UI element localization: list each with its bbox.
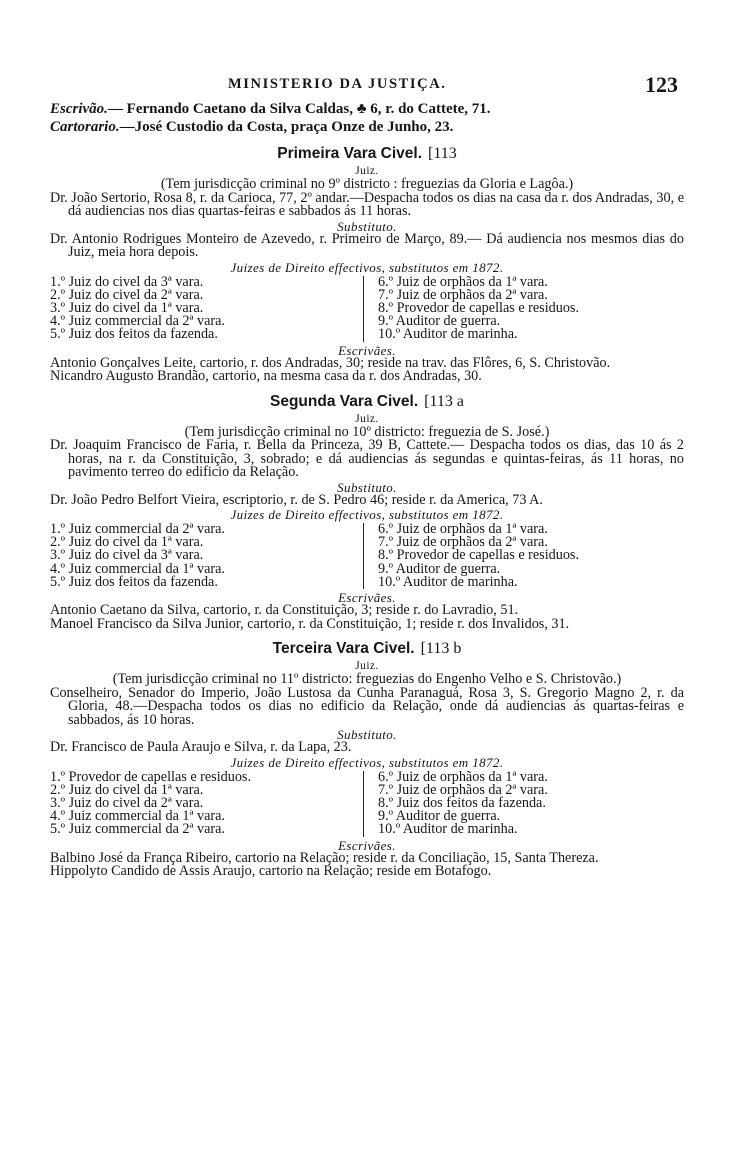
- list-item: 4.º Juiz commercial da 2ª vara.: [50, 313, 225, 330]
- escrivao-entry: Manoel Francisco da Silva Junior, cartorio, r. da Constituição, 1; reside r. dos Invalidos, 31.: [50, 615, 570, 632]
- juizes-left-column: [50, 523, 363, 589]
- escrivaes-label: Escrivães.: [338, 590, 396, 606]
- list-item: 6.º Juiz de orphãos da 1ª vara.: [378, 768, 548, 785]
- section-title-text: Terceira Vara Civel.: [272, 640, 415, 658]
- list-item: 5.º Juiz commercial da 2ª vara.: [50, 821, 225, 838]
- list-item: 4.º Juiz commercial da 1ª vara.: [50, 560, 225, 577]
- cartorario-label: Cartorario.: [50, 119, 120, 135]
- juizes-columns: [50, 523, 684, 589]
- section-title: [50, 392, 684, 412]
- judge-paragraph: Dr. João Sertorio, Rosa 8, r. da Carioca, 77, 2º andar.—Despacha todos os dias na casa da r. dos Andradas, 30, e dá audiencias nos dias quartas-feiras e sabbados ás 11 horas.: [50, 189, 684, 219]
- escrivao-line: [50, 100, 684, 118]
- list-item: 9.º Auditor de guerra.: [378, 560, 501, 577]
- list-item: 8.º Provedor de capellas e residuos.: [378, 299, 579, 316]
- juiz-label: Juiz.: [355, 660, 379, 673]
- section-title-text: Segunda Vara Civel.: [269, 392, 419, 410]
- substituto-label: Substituto.: [337, 218, 397, 234]
- section-mark: [113 a: [424, 392, 465, 410]
- page-number: 123: [645, 72, 678, 97]
- list-item: 1.º Juiz commercial da 2ª vara.: [50, 521, 225, 538]
- page-content: [50, 100, 684, 879]
- substituto-label: Substituto.: [337, 727, 397, 743]
- jurisdiction-text: (Tem jurisdicção criminal no 10º districto: freguezia de S. José.): [184, 423, 550, 440]
- substituto-paragraph: Dr. Francisco de Paula Araujo e Silva, r. da Lapa, 23.: [50, 739, 352, 756]
- list-item: 9.º Auditor de guerra.: [378, 808, 501, 825]
- substituto-paragraph: Dr. Antonio Rodrigues Monteiro de Azevedo, r. Primeiro de Março, 89.— Dá audiencia nos mesmos dias do Juiz, meia hora depois.: [50, 230, 684, 260]
- list-item: 7.º Juiz de orphãos da 2ª vara.: [378, 534, 548, 551]
- cartorario-line: [50, 118, 684, 136]
- list-item: 8.º Juiz dos feitos da fazenda.: [378, 794, 546, 811]
- list-item: 1.º Juiz do civel da 3ª vara.: [50, 273, 204, 290]
- list-item: 3.º Juiz do civel da 1ª vara.: [50, 299, 204, 316]
- list-item: 8.º Provedor de capellas e residuos.: [378, 547, 579, 564]
- list-item: 4.º Juiz commercial da 1ª vara.: [50, 808, 225, 825]
- list-item: 5.º Juiz dos feitos da fazenda.: [50, 326, 218, 343]
- judge-paragraph: Dr. Joaquim Francisco de Faria, r. Bella da Princeza, 39 B, Cattete.— Despacha todos os dias, das 10 ás 2 horas, na r. da Constituição, 3, sobrado; e dá audiencias ás segundas e quintas-feiras, ás 11 horas, no pavimento terreo do edificio da Relação.: [50, 437, 684, 481]
- list-item: 6.º Juiz de orphãos da 1ª vara.: [378, 273, 548, 290]
- escrivao-entry: Antonio Caetano da Silva, cartorio, r. da Constituição, 3; reside r. do Lavradio, 51.: [50, 602, 519, 619]
- escrivao-entry: Balbino José da França Ribeiro, cartorio na Relação; reside r. da Conciliação, 15, Santa Thereza.: [50, 849, 599, 866]
- list-item: 7.º Juiz de orphãos da 2ª vara.: [378, 286, 548, 303]
- juizes-left-column: [50, 768, 363, 838]
- escrivao-label: Escrivão.: [50, 101, 108, 117]
- section-mark: [113: [428, 145, 457, 162]
- section-title: [50, 144, 684, 164]
- escrivaes-label: Escrivães.: [338, 837, 396, 853]
- escrivao-text: — Fernando Caetano da Silva Caldas, ♣ 6, r. do Cattete, 71.: [107, 101, 491, 117]
- list-item: 7.º Juiz de orphãos da 2ª vara.: [378, 781, 548, 798]
- escrivao-entry: Antonio Gonçalves Leite, cartorio, r. dos Andradas, 30; reside na trav. das Flôres, 6, S. Christovão.: [50, 354, 611, 371]
- list-item: 2.º Juiz do civel da 1ª vara.: [50, 781, 204, 798]
- juizes-label: Juizes de Direito effectivos, substitutos em 1872.: [230, 754, 504, 770]
- section-primeira-vara: [50, 144, 684, 384]
- list-item: 1.º Provedor de capellas e residuos.: [50, 768, 251, 785]
- jurisdiction-text: (Tem jurisdicção criminal no 11º districto: freguezias do Engenho Velho e S. Christovão.): [112, 671, 622, 688]
- section-mark: [113 b: [420, 640, 462, 658]
- escrivao-entry: Hippolyto Candido de Assis Araujo, cartorio na Relação; reside em Botafogo.: [50, 863, 492, 880]
- jurisdiction-text: (Tem jurisdicção criminal no 9º districto : freguezias da Gloria e Lagôa.): [160, 176, 574, 192]
- judge-paragraph: Conselheiro, Senador do Imperio, João Lustosa da Cunha Paranaguá, Rosa 3, S. Gregorio Magno 2, r. da Gloria, 48.—Despacha todos os dias no edificio da Relação, onde dá audiencias ás quartas-feiras e sabbados, ás 10 horas.: [50, 684, 684, 728]
- substituto-paragraph: Dr. João Pedro Belfort Vieira, escriptorio, r. de S. Pedro 46; reside r. da America, 73 A.: [50, 491, 543, 508]
- running-title: MINISTERIO DA JUSTIÇA.: [228, 76, 447, 92]
- escrivaes-label: Escrivães.: [338, 342, 396, 358]
- juizes-label: Juizes de Direito effectivos, substitutos em 1872.: [230, 507, 504, 523]
- juiz-label: Juiz.: [355, 165, 379, 177]
- juizes-right-column: [363, 523, 684, 589]
- list-item: 3.º Juiz do civel da 3ª vara.: [50, 547, 204, 564]
- juizes-columns: [50, 273, 684, 343]
- page-header: [0, 72, 736, 102]
- list-item: 10.º Auditor de marinha.: [378, 573, 518, 590]
- juizes-left-column: [50, 273, 363, 343]
- list-item: 5.º Juiz dos feitos da fazenda.: [50, 573, 218, 590]
- list-item: 6.º Juiz de orphãos da 1ª vara.: [378, 521, 548, 538]
- juizes-columns: [50, 768, 684, 838]
- list-item: 9.º Auditor de guerra.: [378, 313, 501, 330]
- juizes-right-column: [363, 768, 684, 838]
- substituto-label: Substituto.: [337, 479, 397, 495]
- escrivao-entry: Nicandro Augusto Brandão, cartorio, na mesma casa da r. dos Andradas, 30.: [50, 368, 482, 385]
- list-item: 2.º Juiz do civel da 2ª vara.: [50, 286, 204, 303]
- cartorario-text: —José Custodio da Costa, praça Onze de Junho, 23.: [119, 119, 454, 135]
- section-title: [50, 639, 684, 659]
- juizes-right-column: [363, 273, 684, 343]
- list-item: 3.º Juiz do civel da 2ª vara.: [50, 794, 204, 811]
- juizes-label: Juizes de Direito effectivos, substitutos em 1872.: [230, 259, 504, 275]
- list-item: 2.º Juiz do civel da 1ª vara.: [50, 534, 204, 551]
- juiz-label: Juiz.: [355, 412, 379, 425]
- list-item: 10.º Auditor de marinha.: [378, 821, 518, 838]
- section-title-text: Primeira Vara Civel.: [277, 145, 423, 162]
- list-item: 10.º Auditor de marinha.: [378, 326, 518, 343]
- section-terceira-vara: [50, 639, 684, 879]
- section-segunda-vara: [50, 392, 684, 632]
